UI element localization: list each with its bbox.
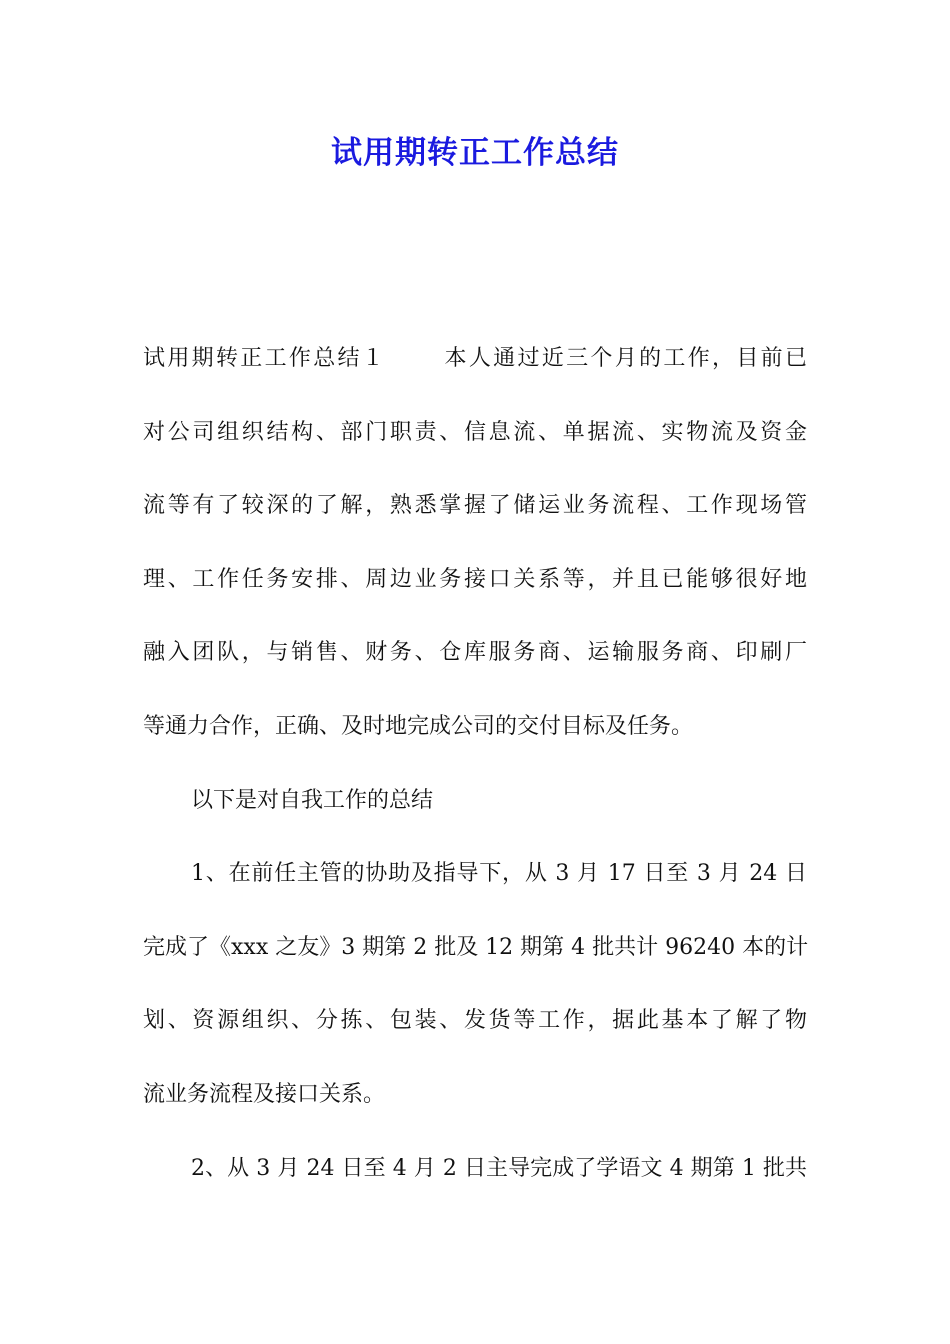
paragraph-3-line-1: 1、在前任主管的协助及指导下，从 3 月 17 日至 3 月 24 日 — [191, 861, 807, 887]
paragraph-3-line-2: 完成了《xxx 之友》3 期第 2 批及 12 期第 4 批共计 96240 本的计 — [143, 934, 809, 960]
paragraph-1-line-1 — [143, 336, 807, 410]
paragraph-1-line-4: 理、工作任务安排、周边业务接口关系等，并且已能够很好地 — [143, 566, 807, 592]
paragraph-1-text: 本人通过近三个月的工作，目前已 — [442, 346, 807, 371]
paragraph-1-line-3: 流等有了较深的了解，熟悉掌握了储运业务流程、工作现场管 — [143, 493, 807, 519]
document-title: 试用期转正工作总结 — [331, 135, 619, 171]
document-body — [143, 336, 807, 1219]
paragraph-2-line-1: 以下是对自我工作的总结 — [191, 787, 434, 813]
paragraph-3-line-4: 流业务流程及接口关系。 — [143, 1081, 386, 1107]
paragraph-4-line-1: 2、从 3 月 24 日至 4 月 2 日主导完成了学语文 4 期第 1 批共 — [191, 1155, 807, 1181]
paragraph-1-line-2: 对公司组织结构、部门职责、信息流、单据流、实物流及资金 — [143, 419, 807, 445]
paragraph-3-line-3: 划、资源组织、分拣、包装、发货等工作，据此基本了解了物 — [143, 1008, 807, 1034]
paragraph-1-line-6: 等通力合作，正确、及时地完成公司的交付目标及任务。 — [143, 713, 694, 739]
paragraph-1-heading: 试用期转正工作总结１ — [143, 346, 387, 371]
paragraph-1-line-5: 融入团队，与销售、财务、仓库服务商、运输服务商、印刷厂 — [143, 640, 807, 666]
